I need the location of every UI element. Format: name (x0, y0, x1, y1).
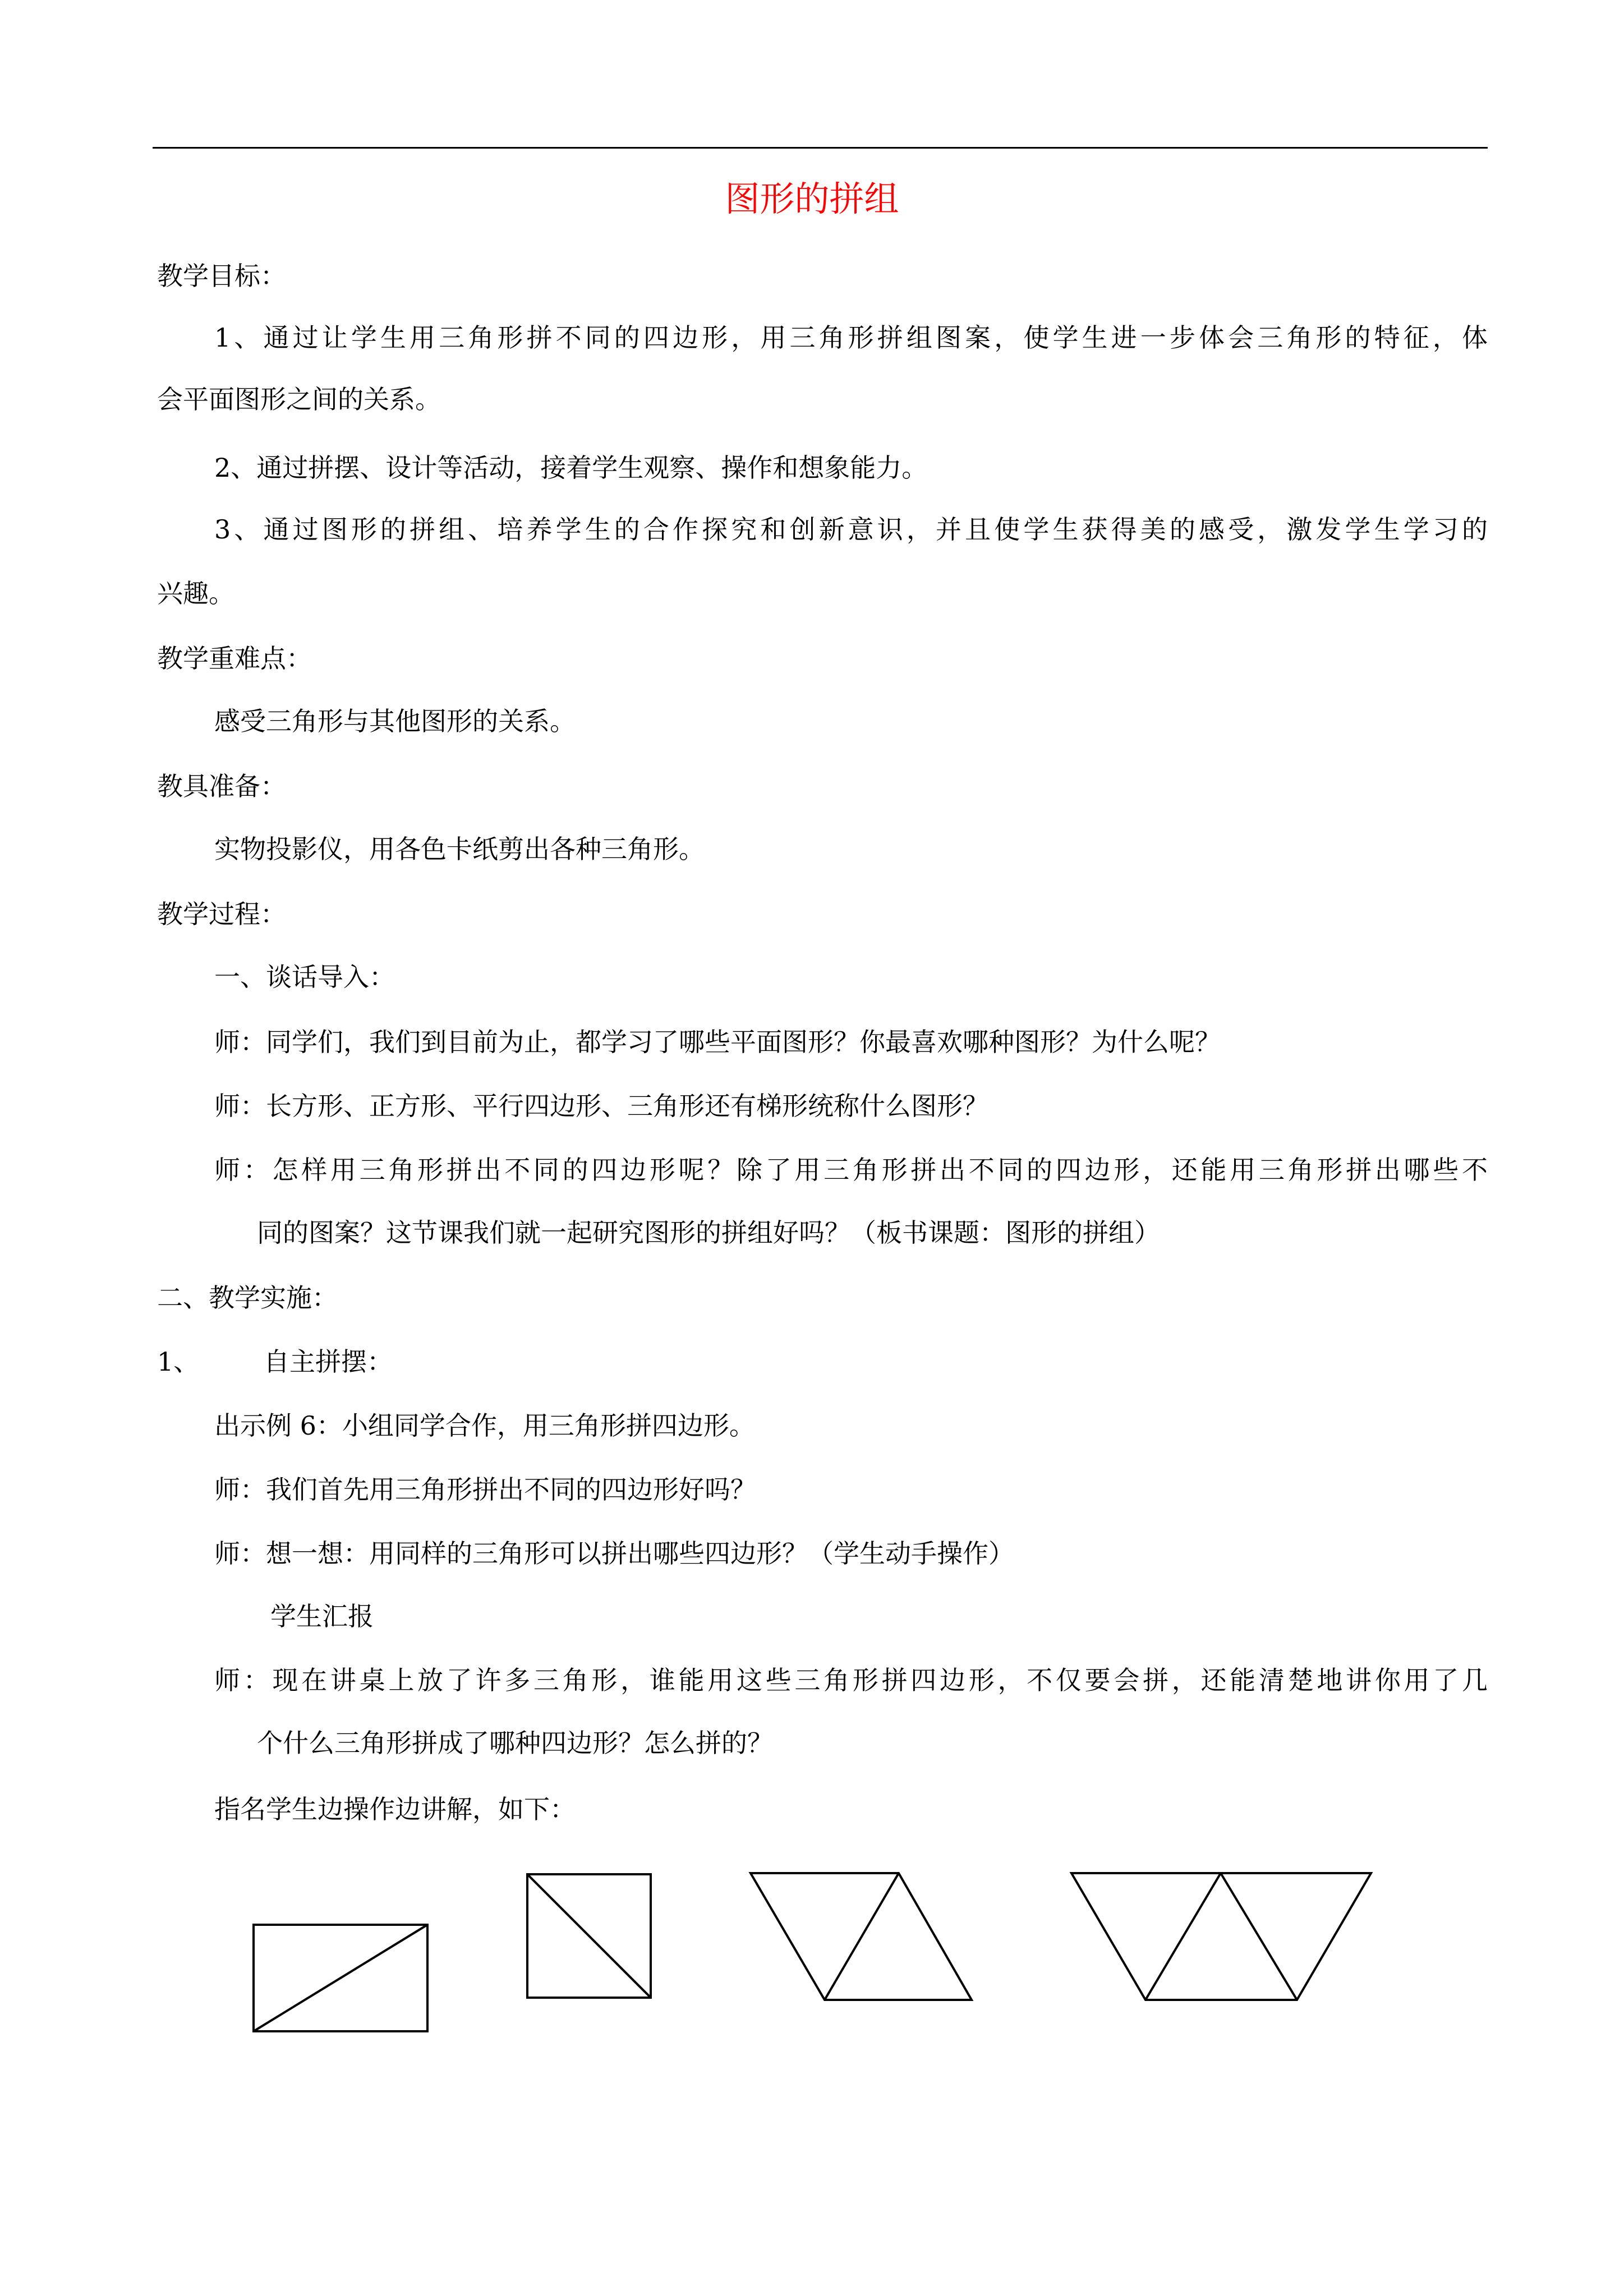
section-1-heading: 一、谈话导入： (214, 962, 395, 992)
parallelogram-figure (751, 1873, 972, 2000)
objective-1-line-2: 会平面图形之间的关系。 (157, 384, 441, 414)
rectangle-figure (254, 1925, 427, 2031)
item-1-title: 自主拼摆： (264, 1347, 393, 1377)
instruction-line: 指名学生边操作边讲解，如下： (214, 1794, 576, 1824)
heading-process: 教学过程： (157, 899, 286, 929)
materials-text: 实物投影仪，用各色卡纸剪出各种三角形。 (214, 834, 705, 864)
teacher-line-6-part-1: 师：现在讲桌上放了许多三角形，谁能用这些三角形拼四边形，不仅要会拼，还能清楚地讲你用了几 (214, 1665, 1488, 1695)
objective-3-line-1: 3、通过图形的拼组、培养学生的合作探究和创新意识，并且使学生获得美的感受，激发学生学习的 (214, 514, 1488, 545)
student-report: 学生汇报 (270, 1601, 374, 1631)
teacher-line-2: 师：长方形、正方形、平行四边形、三角形还有梯形统称什么图形？ (214, 1091, 988, 1121)
objective-3-line-2: 兴趣。 (157, 578, 234, 608)
trapezoid-figure (1071, 1873, 1371, 2000)
teacher-line-3-part-1: 师：怎样用三角形拼出不同的四边形呢？除了用三角形拼出不同的四边形，还能用三角形拼出哪些不 (214, 1155, 1488, 1185)
teacher-line-3-part-2: 同的图案？这节课我们就一起研究图形的拼组好吗？（板书课题：图形的拼组） (257, 1218, 1160, 1248)
page-title: 图形的拼组 (725, 178, 899, 219)
item-1-number: 1、 (157, 1347, 200, 1377)
objective-2: 2、通过拼摆、设计等活动，接着学生观察、操作和想象能力。 (214, 453, 928, 483)
square-figure (527, 1874, 651, 1998)
teacher-line-1: 师：同学们，我们到目前为止，都学习了哪些平面图形？你最喜欢哪种图形？为什么呢？ (214, 1027, 1221, 1057)
teacher-line-4: 师：我们首先用三角形拼出不同的四边形好吗？ (214, 1474, 756, 1505)
section-2-heading: 二、教学实施： (157, 1283, 338, 1313)
heading-key-points: 教学重难点： (157, 643, 312, 674)
example-6-text: 出示例 6：小组同学合作，用三角形拼四边形。 (214, 1410, 755, 1441)
key-points-text: 感受三角形与其他图形的关系。 (214, 706, 576, 736)
objective-1-line-1: 1、通过让学生用三角形拼不同的四边形，用三角形拼组图案，使学生进一步体会三角形的特征，体 (214, 322, 1488, 353)
teacher-line-6-part-2: 个什么三角形拼成了哪种四边形？怎么拼的？ (257, 1728, 773, 1758)
teacher-line-5: 师：想一想：用同样的三角形可以拼出哪些四边形？（学生动手操作） (214, 1538, 1014, 1569)
heading-materials: 教具准备： (157, 771, 286, 801)
heading-objectives: 教学目标： (157, 261, 286, 291)
